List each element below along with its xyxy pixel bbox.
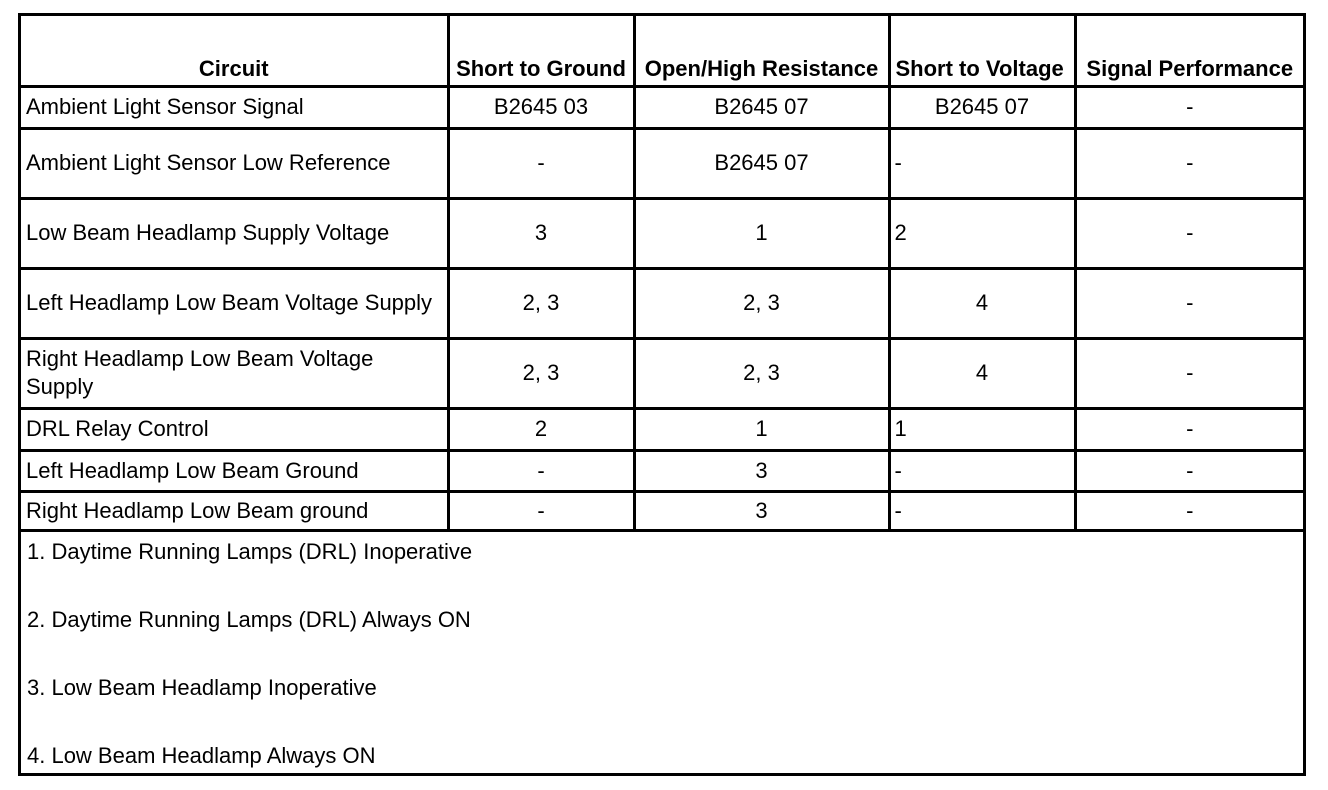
cell-short-to-voltage: - — [889, 491, 1075, 529]
header-open-high-resistance: Open/High Resistance — [634, 16, 889, 86]
cell-circuit: Left Headlamp Low Beam Ground — [21, 450, 448, 491]
cell-short-to-voltage: 1 — [889, 408, 1075, 450]
header-short-to-ground: Short to Ground — [448, 16, 634, 86]
cell-open-high-resistance: 3 — [634, 450, 889, 491]
cell-open-high-resistance: 2, 3 — [634, 338, 889, 408]
cell-short-to-voltage: 4 — [889, 338, 1075, 408]
cell-circuit: Right Headlamp Low Beam ground — [21, 491, 448, 529]
cell-short-to-ground: 2 — [448, 408, 634, 450]
cell-short-to-voltage: 4 — [889, 268, 1075, 338]
cell-circuit: Ambient Light Sensor Signal — [21, 86, 448, 128]
cell-circuit: Right Headlamp Low Beam Voltage Supply — [21, 338, 448, 408]
cell-short-to-voltage: 2 — [889, 198, 1075, 268]
cell-open-high-resistance: 1 — [634, 408, 889, 450]
table-row — [21, 408, 1303, 450]
cell-short-to-ground: - — [448, 491, 634, 529]
cell-signal-performance: - — [1075, 128, 1303, 198]
cell-open-high-resistance: B2645 07 — [634, 86, 889, 128]
cell-signal-performance: - — [1075, 338, 1303, 408]
table-row — [21, 450, 1303, 491]
cell-signal-performance: - — [1075, 86, 1303, 128]
cell-open-high-resistance: B2645 07 — [634, 128, 889, 198]
footnote-item: 1. Daytime Running Lamps (DRL) Inoperative — [27, 539, 473, 564]
cell-signal-performance: - — [1075, 408, 1303, 450]
table-row — [21, 198, 1303, 268]
footnotes — [21, 529, 1303, 773]
cell-short-to-ground: 2, 3 — [448, 338, 634, 408]
cell-signal-performance: - — [1075, 198, 1303, 268]
cell-signal-performance: - — [1075, 491, 1303, 529]
footnote-item: 3. Low Beam Headlamp Inoperative — [27, 675, 377, 700]
cell-signal-performance: - — [1075, 450, 1303, 491]
cell-short-to-ground: B2645 03 — [448, 86, 634, 128]
footnote-item: 4. Low Beam Headlamp Always ON — [27, 743, 376, 768]
table-row — [21, 128, 1303, 198]
circuit-fault-table — [21, 16, 1303, 529]
header-signal-performance: Signal Performance — [1075, 16, 1303, 86]
cell-short-to-voltage: - — [889, 128, 1075, 198]
cell-signal-performance: - — [1075, 268, 1303, 338]
fault-table-frame — [18, 13, 1306, 776]
cell-open-high-resistance: 1 — [634, 198, 889, 268]
table-row — [21, 338, 1303, 408]
header-row — [21, 16, 1303, 86]
cell-circuit: Ambient Light Sensor Low Reference — [21, 128, 448, 198]
table-row — [21, 86, 1303, 128]
footnote-item: 2. Daytime Running Lamps (DRL) Always ON — [27, 607, 471, 632]
cell-open-high-resistance: 2, 3 — [634, 268, 889, 338]
header-short-to-voltage: Short to Voltage — [889, 16, 1075, 86]
cell-short-to-ground: - — [448, 450, 634, 491]
cell-circuit: Low Beam Headlamp Supply Voltage — [21, 198, 448, 268]
cell-short-to-voltage: - — [889, 450, 1075, 491]
cell-short-to-ground: 2, 3 — [448, 268, 634, 338]
table-row — [21, 268, 1303, 338]
header-circuit: Circuit — [21, 16, 448, 86]
cell-short-to-voltage: B2645 07 — [889, 86, 1075, 128]
cell-short-to-ground: 3 — [448, 198, 634, 268]
cell-short-to-ground: - — [448, 128, 634, 198]
cell-circuit: DRL Relay Control — [21, 408, 448, 450]
cell-circuit: Left Headlamp Low Beam Voltage Supply — [21, 268, 448, 338]
cell-open-high-resistance: 3 — [634, 491, 889, 529]
table-row — [21, 491, 1303, 529]
